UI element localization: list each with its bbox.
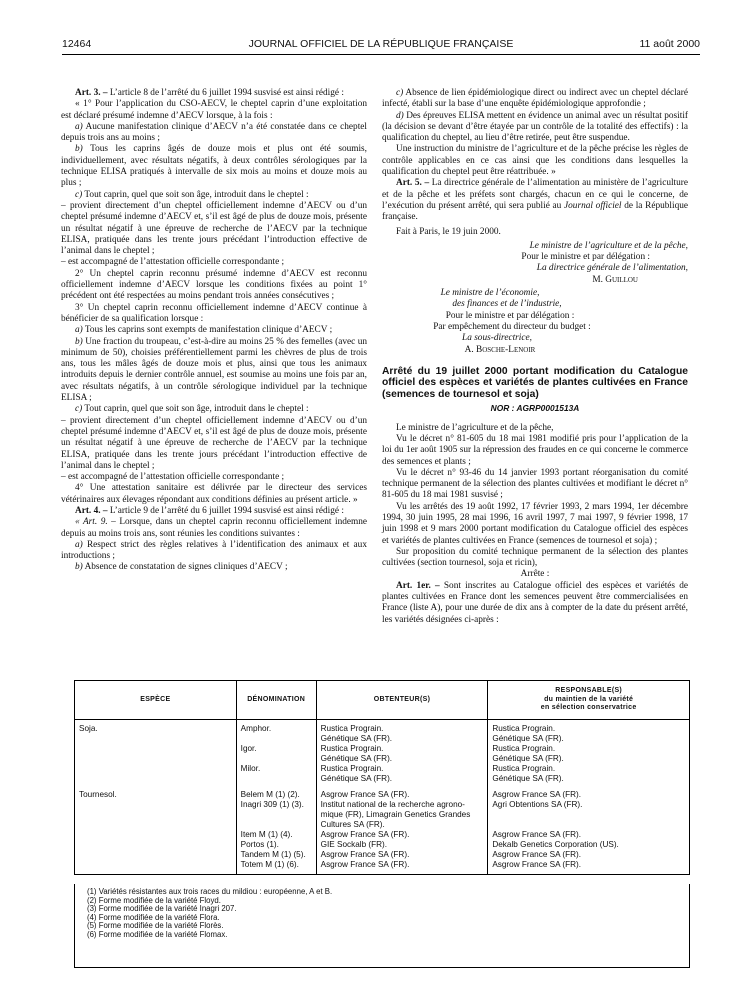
espece-text: Tournesol. (79, 790, 117, 799)
responsable-text: Génétique SA (FR). (492, 734, 564, 743)
header-denomination: DÉNOMINATION (236, 681, 316, 720)
obtenteur-text: Rustica Prograin. (320, 744, 384, 753)
art9-c: c) Absence de lien épidémiologique direct ou indirect avec un cheptel déclaré infecté, établi sur la base d’une enquête épidémiologique approfondie ; (382, 88, 689, 110)
art4-paragraph: Art. 4. – L’article 9 de l’arrêté du 6 juillet 1994 susvisé est ainsi rédigé : (75, 505, 344, 516)
nor-line: NOR : AGRP0001513A (490, 403, 580, 414)
footnote: (1) Variétés résistantes aux trois races du mildiou : européenne, A et B. (87, 887, 333, 896)
obtenteur-text: Asgrow France SA (FR). (320, 860, 410, 869)
art9-d: d) Des épreuves ELISA mettent en évidence un animal avec un résultat positif (la décision se devant d’être étayée par un contrôle de la totalité des effectifs) : la qualification du cheptel, au lieu d’être retirée, peut être suspendue. (382, 110, 688, 144)
obtenteur-text: Génétique SA (FR). (320, 734, 393, 743)
espece-text (79, 840, 232, 850)
responsable-text: Asgrow France SA (FR). (492, 790, 582, 799)
denomination-text: Totem M (1) (6). (240, 860, 299, 869)
denomination-text: Amphor. (240, 724, 272, 733)
obtenteur-text: Génétique SA (FR). (320, 754, 393, 763)
point-3c-dash-1: – provient directement d’un cheptel officiellement indemne d’AECV ou d’un cheptel présumé indemne d’AECV et, s’il est âgé de plus de douze mois, présente un résultat négatif à une épreuve de recherche de l’AECV par la technique ELISA, pratiquée dans les trente jours précédant l’introduction effective de l’animal dans le cheptel ; (61, 415, 367, 471)
responsable-text: Asgrow France SA (FR). (492, 860, 582, 869)
art3-paragraph: Art. 3. – L’article 8 de l’arrêté du 6 juillet 1994 susvisé est ainsi rédigé : (75, 88, 344, 98)
espece-text (79, 860, 232, 870)
responsable-text (492, 820, 685, 830)
obtenteur-text: mique (FR), Limagrain Genetics Grandes (320, 810, 471, 819)
responsable-text: Asgrow France SA (FR). (492, 830, 582, 839)
point-3b: b) Une fraction du troupeau, c’est-à-dire au moins 25 % des femelles (avec un minimum de 50), choisies préférentiellement parmi les chèvres de plus de trois ans, tous les mâles âgés de douze mois et plus, ainsi que tous les animaux introduits depuis le dernier contrôle annuel, est soumise au moins une fois par an, avec résultats négatifs, à un contrôle sérologique individuel par la technique ELISA ; (61, 336, 368, 404)
espece-text: Soja. (79, 724, 98, 733)
point-3c: c) Tout caprin, quel que soit son âge, introduit dans le cheptel : (75, 404, 309, 415)
page-number: 12464 (62, 38, 92, 50)
denomination-text: Item M (1) (4). (240, 830, 293, 839)
instruction-paragraph: Une instruction du ministre de l’agriculture et de la pêche précise les règles de contrôle applicables en ce cas ainsi que les conditions dans lesquelles la qualification du cheptel peut être réattribuée. » (382, 144, 688, 178)
vu-3: Vu les arrêtés des 19 août 1992, 17 février 1993, 2 mars 1994, 1er décembre 1994, 30 juin 1995, 28 mai 1996, 16 avril 1997, 7 mai 1997, 9 février 1998, 17 juin 1998 et 9 mars 2000 portant modification du Catalogue officiel des espèces et variétés de plantes cultivées en France (semences de tournesol et soja) ; (382, 501, 688, 546)
obtenteur-text: Asgrow France SA (FR). (320, 830, 410, 839)
sig2-name: A. Bosche-Lenoir (464, 344, 536, 355)
obtenteur-text: Asgrow France SA (FR). (320, 790, 410, 799)
point-4: 4° Une attestation sanitaire est délivrée par le directeur des services vétérinaires aux élevages répondant aux conditions définies au présent article. » (61, 483, 367, 505)
espece-text (79, 734, 232, 744)
sig1-title: Le ministre de l’agriculture et de la pêche, (529, 240, 688, 251)
denomination-text: Tandem M (1) (5). (240, 850, 306, 859)
denomination-text (241, 774, 312, 784)
obtenteur-text: GIE Sockalb (FR). (320, 840, 388, 849)
issue-date: 11 août 2000 (639, 38, 700, 50)
denomination-cell (236, 720, 316, 875)
espece-text (79, 764, 232, 774)
point-1: « 1° Pour l’application du CSO-AECV, le cheptel caprin d’une exploitation est déclaré présumé indemne d’AECV lorsque, à la fois : (61, 99, 367, 121)
arrete-word: Arrête : (520, 569, 550, 580)
sig2-role: La sous-directrice, (462, 333, 532, 344)
header-obtenteurs: OBTENTEUR(S) (316, 681, 488, 720)
footnote: (2) Forme modifiée de la variété Floyd. (87, 895, 221, 905)
art5-paragraph: Art. 5. – La directrice générale de l’alimentation au ministère de l’agriculture et de la pêche et les préfets sont chargés, chacun en ce qui le concerne, de l’exécution du présent arrêté, qui sera publié au Journal officiel de la République française. (382, 178, 689, 223)
page-header (62, 38, 700, 54)
sig1-role: La directrice générale de l’alimentation, (536, 263, 688, 274)
espece-cell (75, 720, 237, 875)
sig1-pour: Pour le ministre et par délégation : (521, 252, 650, 263)
varieties-table (74, 680, 690, 875)
right-column (382, 88, 688, 626)
point-1c-dash-1: – provient directement d’un cheptel officiellement indemne d’AECV ou d’un cheptel présumé indemne d’AECV et, s’il est âgé de plus de douze mois, présente un résultat négatif à une épreuve de recherche de l’AECV par la technique ELISA, pratiquée dans les trente jours précédant l’introduction effective de l’animal dans le cheptel ; (61, 200, 367, 257)
vu-2: Vu le décret n° 93-46 du 14 janvier 1993 portant réorganisation du comité technique permanent de la sélection des plantes cultivées et modifiant le décret n° 81-605 du 18 mai 1981 susvisé ; (382, 467, 688, 501)
art9-paragraph: « Art. 9. – Lorsque, dans un cheptel caprin reconnu officiellement indemne depuis au moins trois ans, sont réunies les conditions suivantes : (61, 517, 368, 539)
proposition: Sur proposition du comité technique permanent de la sélection des plantes cultivées (section tournesol, soja et ricin), (382, 546, 688, 569)
minister-line: Le ministre de l’agriculture et de la pêche, (396, 422, 554, 433)
point-3c-dash-2: – est accompagné de l’attestation officielle correspondante ; (61, 472, 285, 483)
denomination-text (241, 754, 312, 764)
responsable-text: Génétique SA (FR). (492, 754, 564, 763)
responsable-text: Asgrow France SA (FR). (492, 850, 582, 859)
espece-text (79, 800, 232, 810)
espece-text (79, 850, 232, 860)
point-1a: a) Aucune manifestation clinique d’AECV n’a été constatée dans ce cheptel depuis trois ans au moins ; (61, 121, 367, 144)
art9-b: b) Absence de constatation de signes cliniques d’AECV ; (75, 562, 288, 573)
point-1b: b) Tous les caprins âgés de douze mois et plus ont été soumis, individuellement, avec résultats négatifs, à deux contrôles sérologiques par la technique ELISA pratiqués à intervalle de six mois au moins et douze mois au plus ; (61, 144, 367, 189)
espece-text (79, 774, 232, 784)
denomination-text (241, 820, 312, 830)
footnote: (5) Forme modifiée de la variété Florès. (87, 921, 224, 931)
responsable-text: Agri Obtentions SA (FR). (492, 800, 583, 809)
denomination-text: Inagri 309 (1) (3). (240, 800, 304, 809)
espece-text (79, 820, 232, 830)
obtenteur-text: Institut national de la recherche agrono- (320, 800, 465, 809)
footnote: (4) Forme modifiée de la variété Flora. (87, 912, 220, 922)
responsable-text (492, 810, 685, 820)
point-1c: c) Tout caprin, quel que soit son âge, introduit dans le cheptel : (75, 189, 309, 200)
sig2-emp: Par empêchement du directeur du budget : (433, 321, 591, 332)
table-body (75, 720, 690, 875)
header-rule (62, 54, 700, 55)
point-2: 2° Un cheptel caprin reconnu présumé indemne d’AECV est reconnu officiellement indemne d’AECV lorsque les conditions fixées au point 1° précédent ont été respectées au moins pendant trois années consécutives ; (61, 268, 367, 302)
responsable-text: Rustica Prograin. (492, 724, 556, 733)
table-header-row (75, 681, 690, 720)
espece-text (79, 744, 232, 754)
art1-paragraph: Art. 1er. – Sont inscrites au Catalogue officiel des espèces et variétés de plantes cultivées en France dont les semences peuvent être commercialisées en France (liste A), pour une durée de dix ans à compter de la date du présent arrêté, les variétés désignées ci-après : (382, 580, 689, 625)
responsable-cell (488, 720, 690, 875)
obtenteur-text: Rustica Prograin. (320, 764, 384, 773)
arrete-title: Arrêté du 19 juillet 2000 portant modification du Catalogue officiel des espèces et variétés de plantes cultivées en France (semences de tournesol et soja) (382, 365, 688, 400)
obtenteur-text: Génétique SA (FR). (320, 774, 393, 783)
obtenteur-cell (316, 720, 488, 875)
left-column (61, 88, 367, 574)
responsable-text: Rustica Prograin. (492, 744, 556, 753)
responsable-text: Dekalb Genetics Corporation (US). (492, 840, 619, 849)
espece-text (79, 810, 232, 820)
denomination-text: Milor. (240, 764, 261, 773)
denomination-text (241, 734, 312, 744)
point-3: 3° Un cheptel caprin reconnu officiellement indemne d’AECV continue à bénéficier de sa qualification lorsque : (61, 302, 367, 324)
fait-line: Fait à Paris, le 19 juin 2000. (396, 226, 501, 237)
obtenteur-text: Asgrow France SA (FR). (320, 850, 410, 859)
sig2-title1: Le ministre de l’économie, (440, 288, 540, 299)
espece-text (79, 830, 232, 840)
footnote: (3) Forme modifiée de la variété Inagri 207. (87, 904, 237, 914)
responsable-text: Rustica Prograin. (492, 764, 556, 773)
table-footnotes (74, 884, 690, 968)
sig2-pour: Pour le ministre et par délégation : (445, 310, 575, 321)
denomination-text: Belem M (1) (2). (240, 790, 300, 799)
denomination-text: Portos (1). (240, 840, 279, 849)
obtenteur-text: Cultures SA (FR). (320, 820, 385, 829)
table-content-row (75, 720, 690, 875)
header-responsables: RESPONSABLE(S) du maintien de la variété en sélection conservatrice (488, 681, 690, 720)
point-3a: a) Tous les caprins sont exempts de manifestation clinique d’AECV ; (75, 325, 333, 336)
signature-block-2 (382, 288, 688, 356)
header-espece: ESPÈCE (75, 681, 237, 720)
denomination-text (241, 810, 312, 820)
footnote: (6) Forme modifiée de la variété Flomax. (87, 929, 228, 939)
sig1-name: M. Guillou (592, 274, 638, 285)
signature-block-1 (382, 241, 688, 286)
journal-title: JOURNAL OFFICIEL DE LA RÉPUBLIQUE FRANÇAISE (248, 38, 514, 50)
responsable-text: Génétique SA (FR). (492, 774, 564, 783)
art9-a: a) Respect strict des règles relatives à l’identification des animaux et aux introductions ; (61, 539, 367, 562)
vu-1: Vu le décret n° 81-605 du 18 mai 1981 modifié pris pour l’application de la loi du 1er août 1905 sur la répression des fraudes en ce qui concerne le commerce des semences et plants ; (382, 433, 688, 467)
denomination-text: Igor. (240, 744, 257, 753)
obtenteur-text: Rustica Prograin. (320, 724, 384, 733)
sig2-title2: des finances et de l’industrie, (452, 299, 562, 310)
point-1c-dash-2: – est accompagné de l’attestation officielle correspondante ; (61, 257, 285, 268)
espece-text (79, 754, 232, 764)
